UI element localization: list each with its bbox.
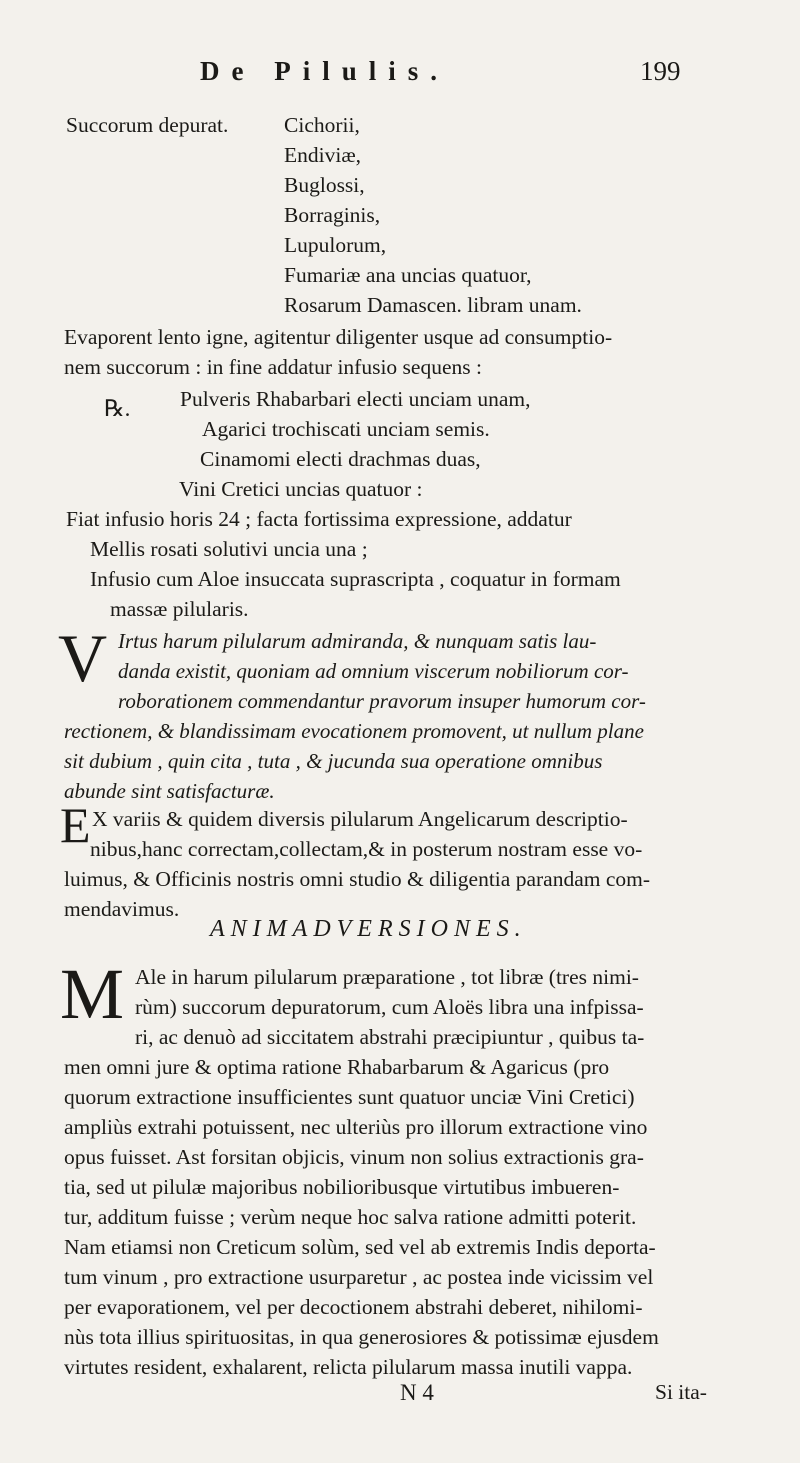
animadversiones-line: Ale in harum pilularum præparatione , tot libræ (tres nimi- — [135, 965, 639, 989]
virtues-line: abunde sint satisfacturæ. — [64, 779, 275, 803]
page-header — [0, 56, 800, 92]
section-heading: ANIMADVERSIONES. — [210, 916, 527, 942]
ingredient-line: Lupulorum, — [284, 233, 387, 257]
animadversiones-line: rùm) succorum depuratorum, cum Aloës libra una infpissa- — [135, 995, 644, 1019]
animadversiones-line: ri, ac denuò ad siccitatem abstrahi præcipiuntur , quibus ta- — [135, 1025, 645, 1049]
running-head: De Pilulis. — [200, 56, 450, 86]
final-line: Mellis rosati solutivi uncia una ; — [90, 537, 368, 561]
recipe-rx-icon: ℞. — [104, 396, 131, 421]
animadversiones-line: opus fuisset. Ast forsitan objicis, vinum non solius extractionis gra- — [64, 1145, 644, 1169]
ingredient-line: Endiviæ, — [284, 143, 362, 167]
final-line: Infusio cum Aloe insuccata suprascripta , coquatur in formam — [90, 567, 621, 591]
virtues-line: roborationem commendantur pravorum insuper humorum cor- — [118, 689, 646, 713]
virtues-line: danda existit, quoniam ad omnium viscerum nobiliorum cor- — [118, 659, 629, 683]
provenance-line: mendavimus. — [64, 897, 180, 921]
animadversiones-line: ampliùs extrahi potuissent, nec ulteriùs pro illorum extractione vino — [64, 1115, 648, 1139]
ingredient-line: Buglossi, — [284, 173, 365, 197]
infusion-line: Pulveris Rhabarbari electi unciam unam, — [180, 387, 531, 411]
recipe-first-label: Succorum depurat. — [66, 113, 229, 137]
ingredient-line: Cichorii, — [284, 113, 360, 137]
evaporation-line: nem succorum : in fine addatur infusio sequens : — [64, 355, 482, 379]
final-line: Fiat infusio horis 24 ; facta fortissima expressione, addatur — [66, 507, 572, 531]
ingredient-line: Rosarum Damascen. libram unam. — [284, 293, 582, 317]
animadversiones-line: tum vinum , pro extractione usurparetur , ac postea inde vicissim vel — [64, 1265, 654, 1289]
infusion-line: Cinamomi electi drachmas duas, — [200, 447, 481, 471]
animadversiones-line: tur, additum fuisse ; verùm neque hoc salva ratione admitti poterit. — [64, 1205, 637, 1229]
infusion-line: Vini Cretici uncias quatuor : — [179, 477, 423, 501]
final-line: massæ pilularis. — [110, 597, 249, 621]
ingredient-line: Borraginis, — [284, 203, 381, 227]
animadversiones-line: nùs tota illius spirituositas, in qua generosiores & potissimæ ejusdem — [64, 1325, 659, 1349]
animadversiones-line: men omni jure & optima ratione Rhabarbarum & Agaricus (pro — [64, 1055, 610, 1079]
drop-cap: M — [60, 954, 125, 1034]
animadversiones-line: Nam etiamsi non Creticum solùm, sed vel ab extremis Indis deporta- — [64, 1235, 656, 1259]
animadversiones-line: tia, sed ut pilulæ majoribus nobilioribusque virtutibus imbueren- — [64, 1175, 620, 1199]
evaporation-line: Evaporent lento igne, agitentur diligenter usque ad consumptio- — [64, 325, 613, 349]
virtues-line: rectionem, & blandissimam evocationem promovent, ut nullum plane — [64, 719, 644, 743]
animadversiones-line: quorum extractione insufficientes sunt quatuor unciæ Vini Cretici) — [64, 1085, 635, 1109]
signature-mark: N 4 — [400, 1380, 434, 1405]
drop-cap: E — [60, 797, 91, 853]
drop-cap: V — [58, 620, 108, 696]
provenance-line: luimus, & Officinis nostris omni studio & diligentia parandam com- — [64, 867, 651, 891]
page-number: 199 — [640, 56, 681, 86]
animadversiones-line: virtutes resident, exhalarent, relicta pilularum massa inutili vappa. — [64, 1355, 633, 1379]
catchword: Si ita- — [655, 1380, 707, 1404]
virtues-line: sit dubium , quin cita , tuta , & jucunda sua operatione omnibus — [64, 749, 603, 773]
infusion-line: Agarici trochiscati unciam semis. — [202, 417, 490, 441]
animadversiones-line: per evaporationem, vel per decoctionem abstrahi deberet, nihilomi- — [64, 1295, 643, 1319]
ingredient-line: Fumariæ ana uncias quatuor, — [284, 263, 532, 287]
virtues-line: Irtus harum pilularum admiranda, & nunquam satis lau- — [118, 629, 597, 653]
provenance-line: X variis & quidem diversis pilularum Angelicarum descriptio- — [92, 807, 628, 831]
provenance-line: nibus,hanc correctam,collectam,& in posterum nostram esse vo- — [90, 837, 643, 861]
